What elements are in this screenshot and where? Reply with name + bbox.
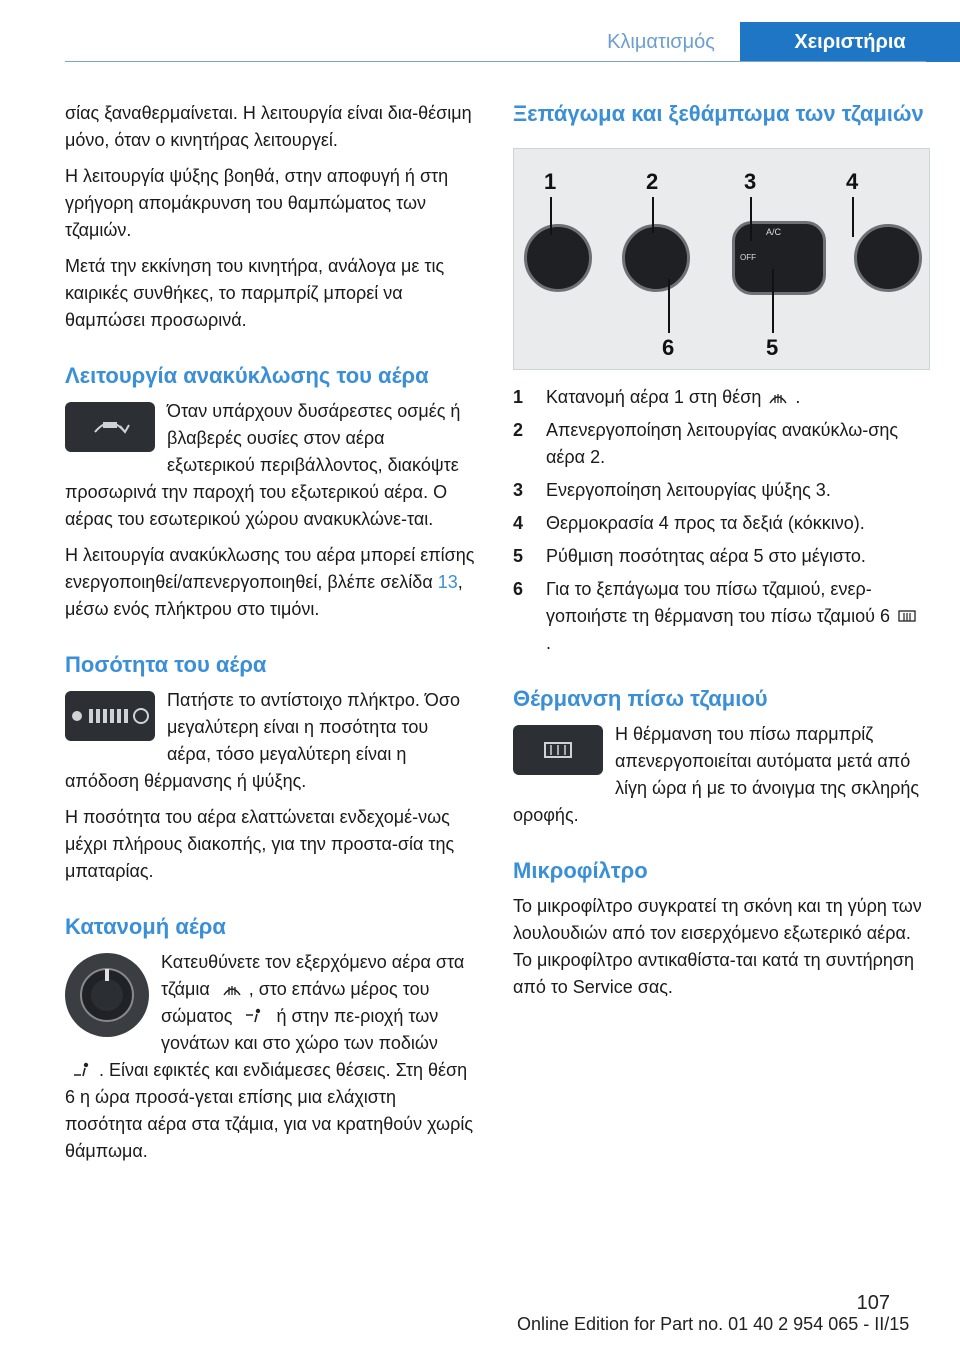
footwell-vent-icon (71, 1062, 93, 1078)
off-label: OFF (740, 253, 756, 262)
list-item: 3 Ενεργοποίηση λειτουργίας ψύξης 3. (513, 480, 831, 500)
knob-left (622, 224, 690, 292)
climate-control-diagram (513, 148, 930, 370)
paragraph-distribution: Κατευθύνετε τον εξερχόμενο αέρα στα τζάμια , στο επάνω μέρος του σώματος ή στην πε-ριοχή των γονάτων και στο χώρο των ποδιών . Είναι εφικτές και ενδιάμεσες θέσεις. Στη θέση 6 η ώρα προσά-γεται επίσης μια ελάχιστη ποσότητα αέρα στα τζάμια, για να κρατηθούν χωρίς θάμπωμα. (65, 952, 474, 1161)
heading-microfilter: Μικροφίλτρο (513, 858, 648, 883)
fan-button-image (65, 691, 155, 741)
paragraph-amount-1: Πατήστε το αντίστοιχο πλήκτρο. Όσο μεγαλύτερη είναι η ποσότητα του αέρα, τόσο μεγαλύτερη είναι η απόδοση θέρμανσης ή ψύξης. (65, 690, 460, 791)
label-4: 4 (846, 169, 859, 194)
page-number: 107 (856, 1292, 890, 1314)
left-column (65, 100, 475, 1174)
section-recirculation (65, 362, 475, 623)
heading-distribution: Κατανομή αέρα (65, 914, 226, 939)
label-2: 2 (646, 169, 659, 194)
heading-defog: Ξεπάγωμα και ξεθάμπωμα των τζαμιών (513, 101, 924, 126)
heading-rear-heating: Θέρμανση πίσω τζαμιού (513, 686, 768, 711)
list-item: 1 Κατανομή αέρα 1 στη θέση . (513, 387, 801, 407)
knob-air-distribution (524, 224, 592, 292)
section-distribution (65, 913, 475, 1165)
heading-air-amount: Ποσότητα του αέρα (65, 652, 267, 677)
fan-icon (65, 691, 155, 741)
knob-temperature (854, 224, 922, 292)
ac-label: A/C (766, 227, 782, 237)
tab-climate[interactable]: Κλιματισμός (607, 30, 715, 53)
heading-recirculation: Λειτουργία ανακύκλωσης του αέρα (65, 363, 429, 388)
label-5: 5 (766, 335, 779, 360)
list-item: 2 Απενεργοποίηση λειτουργίας ανακύκλω-σης αέρα 2. (513, 420, 899, 467)
knob-icon (65, 953, 149, 1037)
paragraph-after-start: Μετά την εκκίνηση του κινητήρα, ανάλογα με τις καιρικές συνθήκες, το παρμπρίζ μπορεί να θαμπώσει προσωρινά. (65, 256, 445, 330)
label-3: 3 (744, 169, 757, 194)
section-rear-window-heating (513, 685, 928, 829)
tab-controls[interactable]: Χειριστήρια (740, 22, 960, 62)
pointer-line-3 (750, 197, 752, 241)
pointer-line-4 (852, 197, 854, 237)
pointer-line-5 (772, 269, 774, 333)
rear-defrost-button-image (513, 725, 603, 775)
paragraph-recirc-1: Όταν υπάρχουν δυσάρεστες οσμές ή βλαβερές ουσίες στον αέρα εξωτερικού περιβάλλοντος, διακόψτε προσωρινά την παροχή του εξωτερικού αέρα. Ο αέρας του εσωτερικού χώρου ανακυκλώνε-ται. (65, 401, 461, 529)
header-tabs (582, 22, 960, 62)
section-air-amount (65, 651, 475, 885)
right-column (513, 100, 928, 1010)
pointer-line-6 (668, 279, 670, 333)
paragraph-reheat: σίας ξαναθερμαίνεται. Η λειτουργία είναι δια-θέσιμη μόνο, όταν ο κινητήρας λειτουργεί. (65, 103, 472, 150)
header-rule (65, 61, 926, 62)
recirculation-icon (65, 402, 155, 452)
distribution-knob-image (65, 953, 149, 1037)
rear-defrost-icon (896, 608, 918, 624)
list-item: 4 Θερμοκρασία 4 προς τα δεξιά (κόκκινο). (513, 513, 865, 533)
section-microfilter (513, 857, 928, 1001)
edition-note: Online Edition for Part no. 01 40 2 954 065 - II/15 (517, 1314, 910, 1334)
rear-defrost-button-icon (513, 725, 603, 775)
label-1: 1 (544, 169, 557, 194)
pointer-line-2 (652, 197, 654, 233)
paragraph-recirc-2: Η λειτουργία ανακύκλωσης του αέρα μπορεί επίσης ενεργοποιηθεί/απενεργοποιηθεί, βλέπε σελίδα 13, μέσω ενός πλήκτρου στο τιμόνι. (65, 545, 475, 619)
page-link[interactable]: 13 (437, 572, 458, 592)
list-item: 5 Ρύθμιση ποσότητας αέρα 5 στο μέγιστο. (513, 546, 866, 566)
windshield-defrost-icon (221, 981, 243, 997)
paragraph-amount-2: Η ποσότητα του αέρα ελαττώνεται ενδεχομέ-νως μέχρι πλήρους διακοπής, για την προστα-σία της μπαταρίας. (65, 807, 455, 881)
pointer-line-1 (550, 197, 552, 235)
paragraph-rear-heating: Η θέρμανση του πίσω παρμπρίζ απενεργοποιείται αυτόματα μετά από λίγη ώρα ή με το άνοιγμα της σκληρής οροφής. (513, 724, 920, 825)
paragraph-microfilter: Το μικροφίλτρο συγκρατεί τη σκόνη και τη γύρη των λουλουδιών από τον εισερχόμενο εξωτερικό αέρα. Το μικροφίλτρο αντικαθίστα-ται κατά τη συντήρηση από το Service σας. (513, 896, 922, 997)
list-item: 6 Για το ξεπάγωμα του πίσω τζαμιού, ενερ-γοποιήστε τη θέρμανση του πίσω τζαμιού 6. (513, 576, 928, 657)
recirculation-button-image (65, 402, 155, 452)
defog-steps-list (513, 384, 928, 657)
paragraph-cooling: Η λειτουργία ψύξης βοηθά, στην αποφυγή ή στη γρήγορη απομάκρυνση του θαμπώματος των τζαμιών. (65, 166, 449, 240)
upper-body-vent-icon (243, 1008, 265, 1024)
label-6: 6 (662, 335, 675, 360)
windshield-defrost-icon (767, 389, 789, 405)
